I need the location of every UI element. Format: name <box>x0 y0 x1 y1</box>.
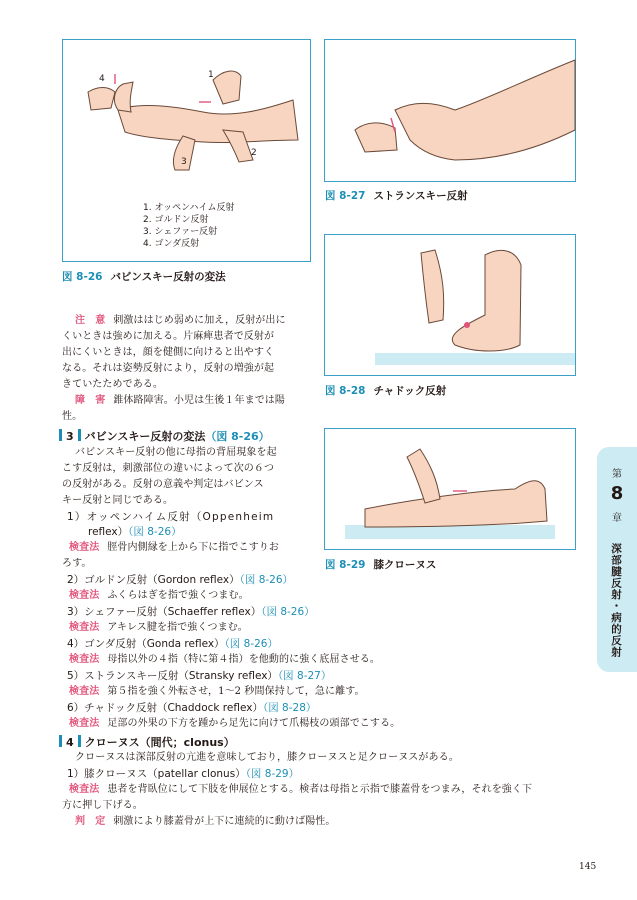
note-text: 刺激ははじめ弱めに加え，反射が出に <box>113 315 286 326</box>
figure-title: ストランスキー反射 <box>373 190 468 202</box>
method-label: 検査法 <box>69 622 100 633</box>
sec4-judgement <box>75 814 336 830</box>
item-4-heading <box>67 636 278 651</box>
figure-number: 図 8-29 <box>325 559 366 571</box>
figure-ref: （図 8-28） <box>262 702 317 714</box>
method-label: 検査法 <box>69 590 100 601</box>
figure-number: 図 8-27 <box>325 190 366 202</box>
figure-8-26-marker-4: 4 <box>99 74 105 84</box>
item-text: 5）ストランスキー反射（Stransky reflex） <box>67 670 278 682</box>
figure-ref: （図 8-26） <box>128 526 182 538</box>
body-line: クローヌスは深部反射の亢進を意味しており，膝クローヌスと足クローヌスがある。 <box>75 752 459 763</box>
body-line: バビンスキー反射の他に母指の背屈現象を起 <box>75 447 277 458</box>
method-label: 検査法 <box>69 542 100 553</box>
figure-ref: （図 8-26） <box>239 574 294 586</box>
legend-item: 2. ゴルドン反射 <box>143 215 209 225</box>
figure-8-27-caption <box>325 188 468 203</box>
method-label: 検査法 <box>69 654 100 665</box>
figure-8-26-legend <box>143 202 235 250</box>
figure-ref: （図 8-26） <box>224 638 278 650</box>
method-text: 脛骨内側縁を上から下に指でこすりお <box>107 542 280 553</box>
item-text: 6）チャドック反射（Chaddock reflex） <box>67 702 263 714</box>
figure-8-28-caption <box>325 383 446 398</box>
judgement-label: 判 定 <box>75 816 106 827</box>
body-line: キー反射と同じである。 <box>62 495 174 506</box>
method-label: 検査法 <box>69 784 100 795</box>
figure-8-26-marker-3: 3 <box>181 157 187 167</box>
item-1-method-cont: ろす。 <box>62 558 92 569</box>
chapter-tab-dai: 第 <box>612 469 622 480</box>
chapter-tab-title: 深部腱反射・病的反射 <box>610 543 622 658</box>
figure-title: バビンスキー反射の変法 <box>110 271 226 283</box>
item-text: reflex） <box>88 526 129 538</box>
section-title: バビンスキー反射の変法 <box>84 430 206 443</box>
item-5-heading <box>67 668 331 683</box>
heading-bar <box>59 735 62 747</box>
item-6-method <box>69 716 400 732</box>
heading-bar <box>59 429 62 441</box>
item-text: 2）ゴルドン反射（Gordon reflex） <box>67 574 240 586</box>
figure-number: 図 8-28 <box>325 385 366 397</box>
method-text: 患者を背臥位にして下肢を伸展位とする。検者は母指と示指で膝蓋骨をつまみ，それを強く下 <box>107 784 533 795</box>
sec4-method <box>69 782 532 798</box>
item-text: 4）ゴンダ反射（Gonda reflex） <box>67 638 225 650</box>
item-3-heading <box>67 604 315 619</box>
figure-8-26-marker-2: 2 <box>251 148 257 158</box>
item-text: 1）膝クローヌス（patellar clonus） <box>67 768 246 780</box>
note-line: なる。それは姿勢反射により，反射の増強が起 <box>62 363 275 374</box>
figure-ref: （図 8-26） <box>205 430 270 443</box>
item-5-method <box>69 684 365 700</box>
judgement-text: 刺激により膝蓋骨が上下に連続的に動けば陽性。 <box>113 816 336 827</box>
chapter-tab-sho: 章 <box>612 513 622 524</box>
method-text: ふくらはぎを指で強くつまむ。 <box>107 590 249 601</box>
body-line: こす反射は，刺激部位の違いによって次の６つ <box>62 463 275 474</box>
figure-ref: （図 8-29） <box>245 768 300 780</box>
figure-8-29-illustration <box>325 429 577 551</box>
item-3-method <box>69 620 248 636</box>
body-line: の反射がある。反射の意義や判定はバビンス <box>62 479 264 490</box>
figure-ref: （図 8-27） <box>277 670 332 682</box>
figure-title: 膝クローヌス <box>373 559 437 571</box>
item-2-heading <box>67 572 293 587</box>
note-line <box>75 393 285 409</box>
note-line: くいときは強めに加える。片麻痺患者で反射が <box>62 331 275 342</box>
note-line: きていたためである。 <box>62 379 163 390</box>
item-1-heading: 1）オッペンハイム反射（Oppenheim <box>67 511 275 523</box>
legend-item: 3. シェファー反射 <box>143 227 218 237</box>
section-number: 4 <box>66 736 74 749</box>
figure-number: 図 8-26 <box>62 271 103 283</box>
heading-bar <box>78 735 81 747</box>
note-line <box>75 313 286 329</box>
sec4-item-1-heading <box>67 766 299 781</box>
method-text: 第５指を強く外転させ，1～2 秒間保持して，急に離す。 <box>107 686 365 697</box>
legend-item: 4. ゴンダ反射 <box>143 239 200 249</box>
chapter-tab-number: 8 <box>610 483 624 504</box>
figure-8-27-illustration <box>325 40 577 183</box>
figure-8-26-frame <box>62 39 311 262</box>
method-text: 足部の外果の下方を踵から足先に向けて爪楊枝の頭部でこする。 <box>107 718 401 729</box>
item-text: 3）シェファー反射（Schaeffer reflex） <box>67 606 262 618</box>
note-label: 注 意 <box>75 315 106 326</box>
sec4-method-cont: 方に押し下げる。 <box>62 800 143 811</box>
figure-8-29-frame <box>324 428 576 550</box>
note-text: 錐体路障害。小児は生後１年までは陽 <box>113 395 286 406</box>
figure-8-28-frame <box>324 234 576 376</box>
method-label: 検査法 <box>69 718 100 729</box>
page-number: 145 <box>579 862 597 872</box>
figure-8-26-caption <box>62 269 226 284</box>
figure-8-26-marker-1: 1 <box>208 70 214 80</box>
method-text: 母指以外の４指（特に第４指）を他動的に強く底屈させる。 <box>107 654 381 665</box>
figure-8-29-caption <box>325 557 436 572</box>
disorder-label: 障 害 <box>75 395 106 406</box>
note-line: 出にくいときは，顔を健側に向けると出やすく <box>62 347 275 358</box>
section-title: クローヌス（間代；clonus） <box>84 736 235 749</box>
section-number: 3 <box>66 430 74 443</box>
figure-8-28-illustration <box>325 235 577 377</box>
figure-8-27-frame <box>324 39 576 182</box>
figure-ref: （図 8-26） <box>261 606 315 618</box>
item-6-heading <box>67 700 316 715</box>
section-4-heading <box>59 734 235 750</box>
item-4-method <box>69 652 380 668</box>
method-text: アキレス腱を指で強くつまむ。 <box>107 622 248 633</box>
method-label: 検査法 <box>69 686 100 697</box>
heading-bar <box>78 429 81 441</box>
legend-item: 1. オッペンハイム反射 <box>143 203 235 213</box>
item-1-heading-cont <box>88 524 182 539</box>
note-line: 性。 <box>62 411 83 422</box>
chapter-tab <box>597 447 637 672</box>
section-3-heading <box>59 428 270 444</box>
item-1-method <box>69 540 279 556</box>
figure-title: チャドック反射 <box>373 385 447 397</box>
item-2-method <box>69 588 249 604</box>
